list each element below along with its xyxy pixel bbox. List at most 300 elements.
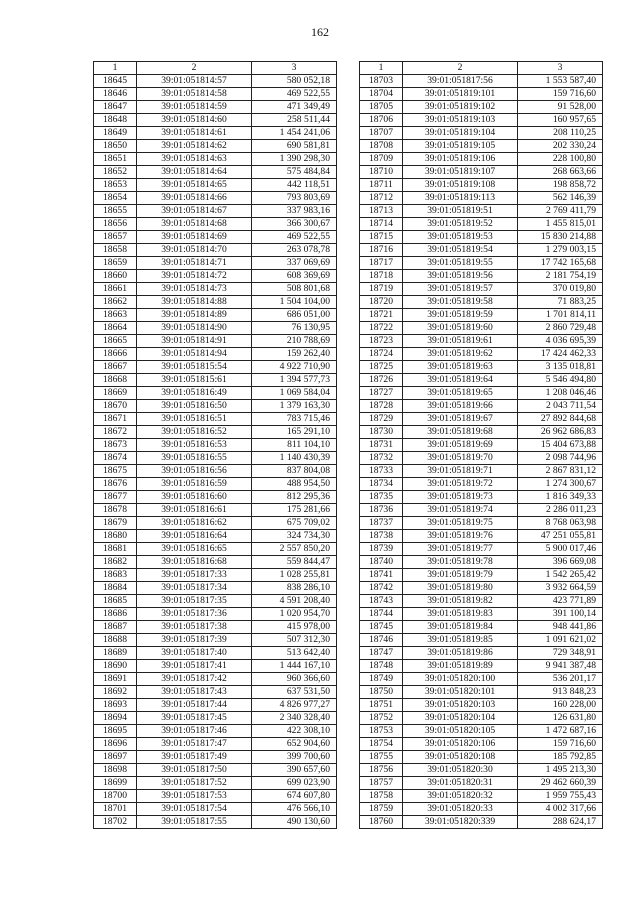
row-number-cell: 18733 xyxy=(360,465,403,478)
cadastral-number-cell: 39:01:051819:83 xyxy=(403,608,518,621)
register-table-left xyxy=(93,61,337,829)
cadastral-number-cell: 39:01:051819:64 xyxy=(403,374,518,387)
row-number-cell: 18676 xyxy=(94,478,137,491)
table-row xyxy=(94,816,337,829)
value-cell: 1 959 755,43 xyxy=(518,790,603,803)
value-cell: 812 295,36 xyxy=(252,491,337,504)
table-body xyxy=(94,62,337,829)
row-number-cell: 18660 xyxy=(94,270,137,283)
cadastral-number-cell: 39:01:051819:59 xyxy=(403,309,518,322)
cadastral-number-cell: 39:01:051819:58 xyxy=(403,296,518,309)
value-cell: 29 462 660,39 xyxy=(518,777,603,790)
table-row xyxy=(360,751,603,764)
table-row xyxy=(360,413,603,426)
table-row xyxy=(94,270,337,283)
cadastral-number-cell: 39:01:051819:108 xyxy=(403,179,518,192)
table-row xyxy=(360,491,603,504)
value-cell: 469 522,55 xyxy=(252,231,337,244)
row-number-cell: 18702 xyxy=(94,816,137,829)
value-cell: 1 274 300,67 xyxy=(518,478,603,491)
cadastral-number-cell: 39:01:051817:36 xyxy=(137,608,252,621)
row-number-cell: 18752 xyxy=(360,712,403,725)
row-number-cell: 18727 xyxy=(360,387,403,400)
cadastral-number-cell: 39:01:051819:105 xyxy=(403,140,518,153)
cadastral-number-cell: 39:01:051820:32 xyxy=(403,790,518,803)
row-number-cell: 18720 xyxy=(360,296,403,309)
value-cell: 126 631,80 xyxy=(518,712,603,725)
table-row xyxy=(360,257,603,270)
row-number-cell: 18696 xyxy=(94,738,137,751)
table-header-row xyxy=(94,62,337,75)
table-row xyxy=(94,413,337,426)
cadastral-number-cell: 39:01:051819:72 xyxy=(403,478,518,491)
cadastral-number-cell: 39:01:051819:53 xyxy=(403,231,518,244)
table-row xyxy=(94,465,337,478)
row-number-cell: 18678 xyxy=(94,504,137,517)
value-cell: 1 390 298,30 xyxy=(252,153,337,166)
row-number-cell: 18668 xyxy=(94,374,137,387)
row-number-cell: 18709 xyxy=(360,153,403,166)
table-row xyxy=(94,309,337,322)
row-number-cell: 18729 xyxy=(360,413,403,426)
cadastral-number-cell: 39:01:051814:67 xyxy=(137,205,252,218)
table-row xyxy=(94,634,337,647)
cadastral-number-cell: 39:01:051817:49 xyxy=(137,751,252,764)
cadastral-number-cell: 39:01:051814:63 xyxy=(137,153,252,166)
row-number-cell: 18745 xyxy=(360,621,403,634)
row-number-cell: 18649 xyxy=(94,127,137,140)
value-cell: 8 768 063,98 xyxy=(518,517,603,530)
cadastral-number-cell: 39:01:051819:82 xyxy=(403,595,518,608)
value-cell: 160 957,65 xyxy=(518,114,603,127)
table-row xyxy=(94,296,337,309)
row-number-cell: 18738 xyxy=(360,530,403,543)
row-number-cell: 18662 xyxy=(94,296,137,309)
table-row xyxy=(94,322,337,335)
value-cell: 476 566,10 xyxy=(252,803,337,816)
cadastral-number-cell: 39:01:051820:104 xyxy=(403,712,518,725)
value-cell: 5 900 017,46 xyxy=(518,543,603,556)
cadastral-number-cell: 39:01:051816:65 xyxy=(137,543,252,556)
cadastral-number-cell: 39:01:051819:113 xyxy=(403,192,518,205)
table-row xyxy=(360,504,603,517)
value-cell: 783 715,46 xyxy=(252,413,337,426)
row-number-cell: 18712 xyxy=(360,192,403,205)
table-row xyxy=(360,582,603,595)
cadastral-number-cell: 39:01:051819:84 xyxy=(403,621,518,634)
cadastral-number-cell: 39:01:051814:65 xyxy=(137,179,252,192)
value-cell: 1 472 687,16 xyxy=(518,725,603,738)
value-cell: 948 441,86 xyxy=(518,621,603,634)
cadastral-number-cell: 39:01:051819:74 xyxy=(403,504,518,517)
table-row xyxy=(360,647,603,660)
table-row xyxy=(94,101,337,114)
table-row xyxy=(360,309,603,322)
cadastral-number-cell: 39:01:051814:57 xyxy=(137,75,252,88)
row-number-cell: 18747 xyxy=(360,647,403,660)
value-cell: 366 300,67 xyxy=(252,218,337,231)
table-row xyxy=(94,595,337,608)
column-header-value: 3 xyxy=(252,62,337,75)
cadastral-number-cell: 39:01:051814:68 xyxy=(137,218,252,231)
value-cell: 1 701 814,11 xyxy=(518,309,603,322)
cadastral-number-cell: 39:01:051816:49 xyxy=(137,387,252,400)
table-row xyxy=(94,647,337,660)
value-cell: 2 181 754,19 xyxy=(518,270,603,283)
table-row xyxy=(360,738,603,751)
table-row xyxy=(360,478,603,491)
row-number-cell: 18724 xyxy=(360,348,403,361)
row-number-cell: 18682 xyxy=(94,556,137,569)
value-cell: 4 591 208,40 xyxy=(252,595,337,608)
value-cell: 559 844,47 xyxy=(252,556,337,569)
value-cell: 15 830 214,88 xyxy=(518,231,603,244)
table-row xyxy=(94,179,337,192)
cadastral-number-cell: 39:01:051819:54 xyxy=(403,244,518,257)
table-row xyxy=(360,712,603,725)
row-number-cell: 18670 xyxy=(94,400,137,413)
cadastral-number-cell: 39:01:051819:79 xyxy=(403,569,518,582)
table-row xyxy=(360,543,603,556)
value-cell: 228 100,80 xyxy=(518,153,603,166)
value-cell: 9 941 387,48 xyxy=(518,660,603,673)
cadastral-number-cell: 39:01:051817:46 xyxy=(137,725,252,738)
table-row xyxy=(360,465,603,478)
value-cell: 1 816 349,33 xyxy=(518,491,603,504)
row-number-cell: 18688 xyxy=(94,634,137,647)
cadastral-number-cell: 39:01:051817:56 xyxy=(403,75,518,88)
row-number-cell: 18749 xyxy=(360,673,403,686)
row-number-cell: 18669 xyxy=(94,387,137,400)
table-row xyxy=(360,569,603,582)
table-row xyxy=(360,75,603,88)
value-cell: 1 279 003,15 xyxy=(518,244,603,257)
value-cell: 508 801,68 xyxy=(252,283,337,296)
table-row xyxy=(360,374,603,387)
row-number-cell: 18707 xyxy=(360,127,403,140)
value-cell: 2 043 711,54 xyxy=(518,400,603,413)
value-cell: 469 522,55 xyxy=(252,88,337,101)
value-cell: 159 262,40 xyxy=(252,348,337,361)
value-cell: 490 130,60 xyxy=(252,816,337,829)
value-cell: 1 444 167,10 xyxy=(252,660,337,673)
value-cell: 1 140 430,39 xyxy=(252,452,337,465)
cadastral-number-cell: 39:01:051816:60 xyxy=(137,491,252,504)
cadastral-number-cell: 39:01:051819:60 xyxy=(403,322,518,335)
row-number-cell: 18714 xyxy=(360,218,403,231)
row-number-cell: 18699 xyxy=(94,777,137,790)
cadastral-number-cell: 39:01:051816:61 xyxy=(137,504,252,517)
cadastral-number-cell: 39:01:051820:101 xyxy=(403,686,518,699)
value-cell: 2 557 850,20 xyxy=(252,543,337,556)
row-number-cell: 18753 xyxy=(360,725,403,738)
table-row xyxy=(94,517,337,530)
row-number-cell: 18671 xyxy=(94,413,137,426)
table-row xyxy=(360,764,603,777)
row-number-cell: 18732 xyxy=(360,452,403,465)
column-header-value: 3 xyxy=(518,62,603,75)
cadastral-number-cell: 39:01:051819:101 xyxy=(403,88,518,101)
row-number-cell: 18657 xyxy=(94,231,137,244)
row-number-cell: 18757 xyxy=(360,777,403,790)
value-cell: 91 528,00 xyxy=(518,101,603,114)
row-number-cell: 18743 xyxy=(360,595,403,608)
value-cell: 268 663,66 xyxy=(518,166,603,179)
cadastral-number-cell: 39:01:051819:73 xyxy=(403,491,518,504)
table-row xyxy=(94,751,337,764)
value-cell: 396 669,08 xyxy=(518,556,603,569)
value-cell: 513 642,40 xyxy=(252,647,337,660)
value-cell: 913 848,23 xyxy=(518,686,603,699)
table-row xyxy=(360,595,603,608)
cadastral-number-cell: 39:01:051816:62 xyxy=(137,517,252,530)
value-cell: 337 069,69 xyxy=(252,257,337,270)
value-cell: 729 348,91 xyxy=(518,647,603,660)
cadastral-number-cell: 39:01:051819:62 xyxy=(403,348,518,361)
cadastral-number-cell: 39:01:051817:54 xyxy=(137,803,252,816)
value-cell: 652 904,60 xyxy=(252,738,337,751)
value-cell: 1 020 954,70 xyxy=(252,608,337,621)
cadastral-number-cell: 39:01:051817:38 xyxy=(137,621,252,634)
row-number-cell: 18648 xyxy=(94,114,137,127)
table-row xyxy=(94,439,337,452)
cadastral-number-cell: 39:01:051819:55 xyxy=(403,257,518,270)
value-cell: 488 954,50 xyxy=(252,478,337,491)
cadastral-number-cell: 39:01:051819:63 xyxy=(403,361,518,374)
row-number-cell: 18741 xyxy=(360,569,403,582)
cadastral-number-cell: 39:01:051819:69 xyxy=(403,439,518,452)
cadastral-number-cell: 39:01:051820:30 xyxy=(403,764,518,777)
value-cell: 4 002 317,66 xyxy=(518,803,603,816)
table-row xyxy=(360,556,603,569)
row-number-cell: 18722 xyxy=(360,322,403,335)
table-row xyxy=(360,205,603,218)
value-cell: 837 804,08 xyxy=(252,465,337,478)
value-cell: 202 330,24 xyxy=(518,140,603,153)
value-cell: 415 978,00 xyxy=(252,621,337,634)
value-cell: 3 932 664,59 xyxy=(518,582,603,595)
row-number-cell: 18673 xyxy=(94,439,137,452)
cadastral-number-cell: 39:01:051814:89 xyxy=(137,309,252,322)
cadastral-number-cell: 39:01:051819:86 xyxy=(403,647,518,660)
value-cell: 2 286 011,23 xyxy=(518,504,603,517)
cadastral-number-cell: 39:01:051814:70 xyxy=(137,244,252,257)
value-cell: 471 349,49 xyxy=(252,101,337,114)
cadastral-number-cell: 39:01:051815:54 xyxy=(137,361,252,374)
row-number-cell: 18659 xyxy=(94,257,137,270)
value-cell: 198 858,72 xyxy=(518,179,603,192)
row-number-cell: 18731 xyxy=(360,439,403,452)
cadastral-number-cell: 39:01:051819:85 xyxy=(403,634,518,647)
cadastral-number-cell: 39:01:051814:88 xyxy=(137,296,252,309)
value-cell: 536 201,17 xyxy=(518,673,603,686)
row-number-cell: 18728 xyxy=(360,400,403,413)
column-header-number: 1 xyxy=(94,62,137,75)
table-row xyxy=(94,140,337,153)
row-number-cell: 18716 xyxy=(360,244,403,257)
cadastral-number-cell: 39:01:051817:35 xyxy=(137,595,252,608)
cadastral-number-cell: 39:01:051820:100 xyxy=(403,673,518,686)
cadastral-number-cell: 39:01:051814:59 xyxy=(137,101,252,114)
value-cell: 674 607,80 xyxy=(252,790,337,803)
row-number-cell: 18684 xyxy=(94,582,137,595)
row-number-cell: 18689 xyxy=(94,647,137,660)
row-number-cell: 18672 xyxy=(94,426,137,439)
value-cell: 185 792,85 xyxy=(518,751,603,764)
column-header-cadastral-number: 2 xyxy=(403,62,518,75)
value-cell: 258 511,44 xyxy=(252,114,337,127)
table-row xyxy=(360,231,603,244)
cadastral-number-cell: 39:01:051819:71 xyxy=(403,465,518,478)
value-cell: 17 742 165,68 xyxy=(518,257,603,270)
row-number-cell: 18698 xyxy=(94,764,137,777)
value-cell: 4 922 710,90 xyxy=(252,361,337,374)
value-cell: 960 366,60 xyxy=(252,673,337,686)
column-header-number: 1 xyxy=(360,62,403,75)
row-number-cell: 18656 xyxy=(94,218,137,231)
table-row xyxy=(94,205,337,218)
row-number-cell: 18742 xyxy=(360,582,403,595)
table-row xyxy=(94,192,337,205)
row-number-cell: 18726 xyxy=(360,374,403,387)
row-number-cell: 18736 xyxy=(360,504,403,517)
table-row xyxy=(360,361,603,374)
table-row xyxy=(94,673,337,686)
row-number-cell: 18739 xyxy=(360,543,403,556)
row-number-cell: 18690 xyxy=(94,660,137,673)
cadastral-number-cell: 39:01:051819:75 xyxy=(403,517,518,530)
table-row xyxy=(360,777,603,790)
value-cell: 175 281,66 xyxy=(252,504,337,517)
table-row xyxy=(94,686,337,699)
value-cell: 1 455 815,01 xyxy=(518,218,603,231)
value-cell: 1 394 577,73 xyxy=(252,374,337,387)
row-number-cell: 18665 xyxy=(94,335,137,348)
table-row xyxy=(360,348,603,361)
table-row xyxy=(94,660,337,673)
table-row xyxy=(360,166,603,179)
cadastral-number-cell: 39:01:051814:91 xyxy=(137,335,252,348)
row-number-cell: 18744 xyxy=(360,608,403,621)
value-cell: 3 135 018,81 xyxy=(518,361,603,374)
row-number-cell: 18713 xyxy=(360,205,403,218)
value-cell: 1 454 241,06 xyxy=(252,127,337,140)
row-number-cell: 18646 xyxy=(94,88,137,101)
table-row xyxy=(94,712,337,725)
cadastral-number-cell: 39:01:051819:65 xyxy=(403,387,518,400)
row-number-cell: 18674 xyxy=(94,452,137,465)
row-number-cell: 18651 xyxy=(94,153,137,166)
value-cell: 838 286,10 xyxy=(252,582,337,595)
cadastral-number-cell: 39:01:051820:339 xyxy=(403,816,518,829)
cadastral-number-cell: 39:01:051820:108 xyxy=(403,751,518,764)
table-row xyxy=(360,335,603,348)
table-row xyxy=(360,790,603,803)
table-row xyxy=(360,101,603,114)
table-row xyxy=(94,543,337,556)
cadastral-number-cell: 39:01:051819:104 xyxy=(403,127,518,140)
row-number-cell: 18650 xyxy=(94,140,137,153)
row-number-cell: 18687 xyxy=(94,621,137,634)
row-number-cell: 18717 xyxy=(360,257,403,270)
table-row xyxy=(94,504,337,517)
table-row xyxy=(94,426,337,439)
value-cell: 2 340 328,40 xyxy=(252,712,337,725)
cadastral-number-cell: 39:01:051816:50 xyxy=(137,400,252,413)
cadastral-number-cell: 39:01:051819:107 xyxy=(403,166,518,179)
table-row xyxy=(94,283,337,296)
row-number-cell: 18734 xyxy=(360,478,403,491)
row-number-cell: 18756 xyxy=(360,764,403,777)
cadastral-number-cell: 39:01:051820:105 xyxy=(403,725,518,738)
row-number-cell: 18655 xyxy=(94,205,137,218)
cadastral-number-cell: 39:01:051820:31 xyxy=(403,777,518,790)
register-table-right xyxy=(359,61,603,829)
table-row xyxy=(94,244,337,257)
row-number-cell: 18645 xyxy=(94,75,137,88)
cadastral-number-cell: 39:01:051817:47 xyxy=(137,738,252,751)
row-number-cell: 18658 xyxy=(94,244,137,257)
value-cell: 337 983,16 xyxy=(252,205,337,218)
cadastral-number-cell: 39:01:051819:70 xyxy=(403,452,518,465)
cadastral-number-cell: 39:01:051817:42 xyxy=(137,673,252,686)
value-cell: 210 788,69 xyxy=(252,335,337,348)
value-cell: 4 826 977,27 xyxy=(252,699,337,712)
value-cell: 1 504 104,00 xyxy=(252,296,337,309)
value-cell: 422 308,10 xyxy=(252,725,337,738)
cadastral-number-cell: 39:01:051819:103 xyxy=(403,114,518,127)
row-number-cell: 18667 xyxy=(94,361,137,374)
cadastral-number-cell: 39:01:051819:52 xyxy=(403,218,518,231)
table-row xyxy=(94,582,337,595)
table-row xyxy=(94,452,337,465)
row-number-cell: 18679 xyxy=(94,517,137,530)
row-number-cell: 18718 xyxy=(360,270,403,283)
cadastral-number-cell: 39:01:051820:33 xyxy=(403,803,518,816)
cadastral-number-cell: 39:01:051814:94 xyxy=(137,348,252,361)
table-row xyxy=(360,296,603,309)
cadastral-number-cell: 39:01:051814:58 xyxy=(137,88,252,101)
value-cell: 1 028 255,81 xyxy=(252,569,337,582)
cadastral-number-cell: 39:01:051819:80 xyxy=(403,582,518,595)
value-cell: 1 379 163,30 xyxy=(252,400,337,413)
table-row xyxy=(360,127,603,140)
row-number-cell: 18691 xyxy=(94,673,137,686)
cadastral-number-cell: 39:01:051814:73 xyxy=(137,283,252,296)
table-row xyxy=(360,140,603,153)
cadastral-number-cell: 39:01:051819:76 xyxy=(403,530,518,543)
table-row xyxy=(94,166,337,179)
cadastral-number-cell: 39:01:051814:72 xyxy=(137,270,252,283)
value-cell: 507 312,30 xyxy=(252,634,337,647)
cadastral-number-cell: 39:01:051816:68 xyxy=(137,556,252,569)
row-number-cell: 18735 xyxy=(360,491,403,504)
table-row xyxy=(94,621,337,634)
table-row xyxy=(360,803,603,816)
cadastral-number-cell: 39:01:051817:44 xyxy=(137,699,252,712)
table-row xyxy=(360,608,603,621)
cadastral-number-cell: 39:01:051816:64 xyxy=(137,530,252,543)
table-row xyxy=(94,530,337,543)
value-cell: 562 146,39 xyxy=(518,192,603,205)
row-number-cell: 18701 xyxy=(94,803,137,816)
table-row xyxy=(360,387,603,400)
cadastral-number-cell: 39:01:051817:34 xyxy=(137,582,252,595)
table-row xyxy=(94,556,337,569)
row-number-cell: 18680 xyxy=(94,530,137,543)
value-cell: 1 553 587,40 xyxy=(518,75,603,88)
cadastral-number-cell: 39:01:051820:106 xyxy=(403,738,518,751)
